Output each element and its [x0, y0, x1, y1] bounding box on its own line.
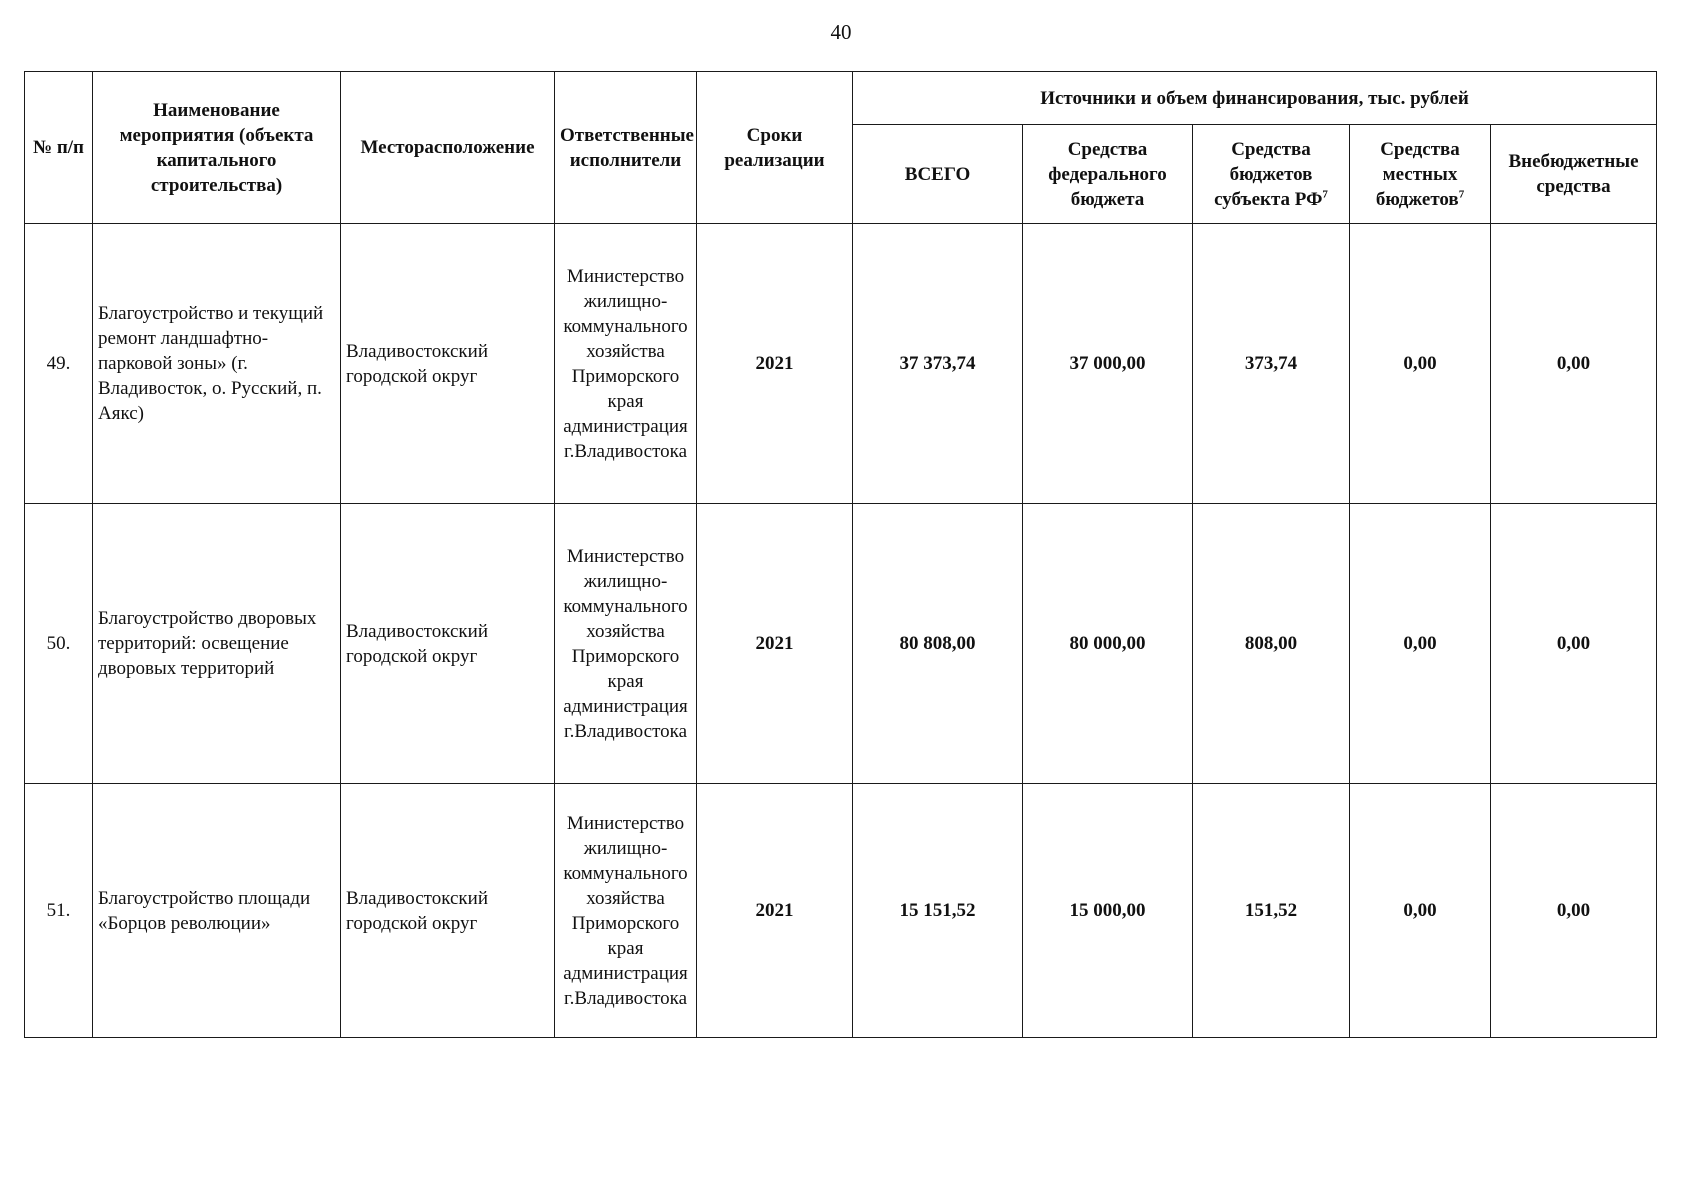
financing-table [24, 71, 1657, 1038]
row-total: 37 373,74 [853, 224, 1023, 504]
row-number: 50. [25, 504, 93, 784]
header-subject-footnote: 7 [1322, 188, 1328, 201]
header-terms: Сроки реализации [697, 72, 853, 224]
row-number: 49. [25, 224, 93, 504]
header-row-top [25, 72, 1657, 125]
table-row [25, 504, 1657, 784]
table-row [25, 784, 1657, 1038]
row-extra: 0,00 [1491, 504, 1657, 784]
row-federal: 15 000,00 [1023, 784, 1193, 1038]
header-no: № п/п [25, 72, 93, 224]
row-subject: 151,52 [1193, 784, 1350, 1038]
row-name: Благоустройство площади «Борцов революции» [93, 784, 341, 1038]
row-total: 80 808,00 [853, 504, 1023, 784]
header-location: Месторасположение [341, 72, 555, 224]
header-local-footnote: 7 [1458, 188, 1465, 201]
row-local: 0,00 [1350, 784, 1491, 1038]
row-total: 15 151,52 [853, 784, 1023, 1038]
row-name: Благоустройство дворовых территорий: освещение дворовых территорий [93, 504, 341, 784]
row-term: 2021 [697, 784, 853, 1038]
page-number: 40 [830, 20, 852, 44]
row-term: 2021 [697, 224, 853, 504]
header-total: ВСЕГО [853, 125, 1023, 224]
row-responsible: Министерство жилищно-коммунального хозяйства Приморского края администрация г.Владивостока [555, 224, 697, 504]
header-extra: Внебюджетные средства [1491, 125, 1657, 224]
row-term: 2021 [697, 504, 853, 784]
header-local-label: Средства местных бюджетов [1375, 138, 1460, 210]
row-location: Владивостокский городской округ [341, 224, 555, 504]
table-row [25, 224, 1657, 504]
row-subject: 373,74 [1193, 224, 1350, 504]
row-subject: 808,00 [1193, 504, 1350, 784]
header-name: Наименование мероприятия (объекта капитального строительства) [93, 72, 341, 224]
header-local [1350, 125, 1491, 224]
row-location: Владивостокский городской округ [341, 504, 555, 784]
header-responsible: Ответственные исполнители [555, 72, 697, 224]
row-name: Благоустройство и текущий ремонт ландшафтно-парковой зоны» (г. Владивосток, о. Русский, п. Аякс) [93, 224, 341, 504]
row-extra: 0,00 [1491, 224, 1657, 504]
header-subject [1193, 125, 1350, 224]
header-funding-group: Источники и объем финансирования, тыс. рублей [853, 72, 1657, 125]
row-local: 0,00 [1350, 224, 1491, 504]
row-federal: 37 000,00 [1023, 224, 1193, 504]
row-responsible: Министерство жилищно-коммунального хозяйства Приморского края администрация г.Владивостока [555, 504, 697, 784]
row-federal: 80 000,00 [1023, 504, 1193, 784]
row-responsible: Министерство жилищно-коммунального хозяйства Приморского края администрация г.Владивостока [555, 784, 697, 1038]
header-subject-label: Средства бюджетов субъекта РФ [1214, 138, 1323, 210]
row-extra: 0,00 [1491, 784, 1657, 1038]
row-location: Владивостокский городской округ [341, 784, 555, 1038]
row-number: 51. [25, 784, 93, 1038]
row-local: 0,00 [1350, 504, 1491, 784]
header-federal: Средства федерального бюджета [1023, 125, 1193, 224]
